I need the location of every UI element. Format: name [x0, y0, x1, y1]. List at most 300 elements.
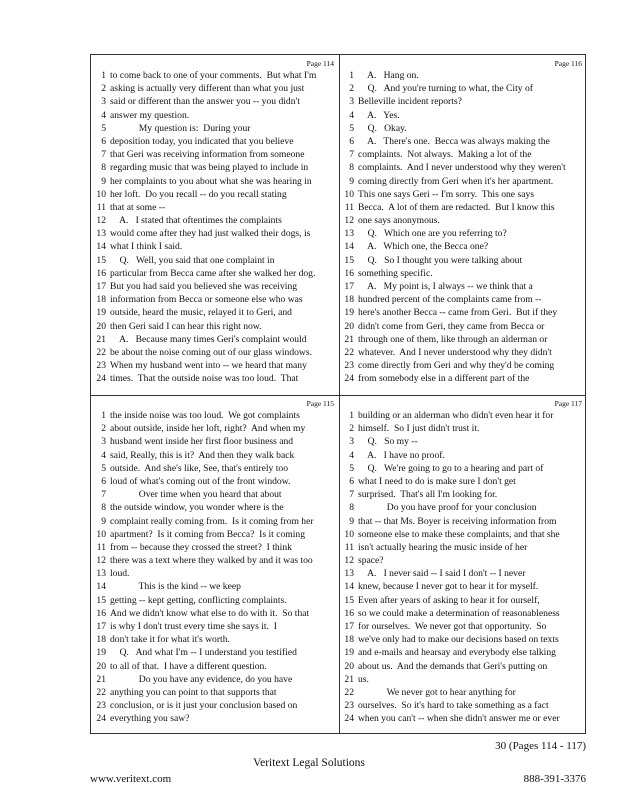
- line-text: something specific.: [358, 267, 433, 279]
- line-text: Becca. A lot of them are redacted. But I know this: [358, 201, 555, 213]
- line-number: 18: [96, 294, 106, 306]
- line-text: there was a text where they walked by and it was too: [110, 555, 313, 567]
- transcript-line: [94, 646, 336, 659]
- transcript-line: [342, 501, 584, 514]
- transcript-line: [94, 594, 336, 607]
- transcript-line: [342, 320, 584, 333]
- line-text: deposition today, you indicated that you believe: [110, 135, 294, 147]
- line-number: 24: [96, 373, 106, 385]
- line-number: 10: [344, 188, 354, 200]
- line-text: one says anonymous.: [358, 215, 440, 227]
- line-text: A. Which one, the Becca one?: [358, 241, 489, 253]
- line-number: 22: [344, 686, 354, 698]
- line-number: 15: [96, 594, 106, 606]
- line-number: 15: [344, 594, 354, 606]
- line-text: Q. Okay.: [358, 122, 407, 134]
- line-number: 13: [96, 228, 106, 240]
- transcript-line: [342, 95, 584, 108]
- transcript-line: [342, 240, 584, 253]
- line-number: 3: [349, 96, 354, 108]
- line-text: about us. And the demands that Geri's putting on: [358, 660, 548, 672]
- transcript-line: [94, 488, 336, 501]
- line-number: 12: [344, 215, 354, 227]
- page-number: Page 115: [306, 399, 334, 408]
- transcript-line: [342, 109, 584, 122]
- line-text: the outside window, you wonder where is the: [110, 502, 284, 514]
- transcript-line: [342, 435, 584, 448]
- line-number: 10: [96, 188, 106, 200]
- page-number: Page 114: [306, 59, 334, 68]
- line-text: My question is: During your: [110, 122, 251, 134]
- transcript-line: [342, 620, 584, 633]
- line-number: 8: [349, 162, 354, 174]
- transcript-line: [342, 580, 584, 593]
- line-number: 4: [101, 449, 106, 461]
- transcript-line: [94, 580, 336, 593]
- line-number: 6: [349, 135, 354, 147]
- transcript-line: [94, 293, 336, 306]
- line-number: 23: [96, 360, 106, 372]
- page-range: 30 (Pages 114 - 117): [495, 740, 586, 752]
- line-number: 9: [349, 175, 354, 187]
- line-number: 6: [101, 475, 106, 487]
- transcript-line: [94, 333, 336, 346]
- line-number: 21: [96, 673, 106, 685]
- line-number: 7: [349, 489, 354, 501]
- transcript-line: [342, 633, 584, 646]
- line-text: that -- that Ms. Boyer is receiving information from: [358, 515, 557, 527]
- transcript-line: [94, 254, 336, 267]
- line-text: ourselves. So it's hard to take something as a fact: [358, 700, 549, 712]
- transcript-line: [342, 409, 584, 422]
- transcript-line: [342, 188, 584, 201]
- line-text: whatever. And I never understood why they didn't: [358, 346, 552, 358]
- transcript-panel-page-116: [339, 55, 587, 395]
- line-number: 9: [101, 515, 106, 527]
- line-number: 4: [349, 449, 354, 461]
- line-number: 12: [96, 555, 106, 567]
- line-text: A. Yes.: [358, 109, 400, 121]
- line-number: 19: [96, 307, 106, 319]
- line-number: 18: [344, 294, 354, 306]
- line-text: here's another Becca -- came from Geri. But if they: [358, 307, 558, 319]
- line-text: getting -- kept getting, conflicting complaints.: [110, 594, 287, 606]
- line-text: outside, heard the music, relayed it to Geri, and: [110, 307, 292, 319]
- line-text: A. My point is, I always -- we think that a: [358, 281, 533, 292]
- line-number: 23: [344, 700, 354, 712]
- line-number: 13: [344, 228, 354, 240]
- line-number: 1: [101, 70, 106, 81]
- line-text: loud.: [110, 568, 130, 580]
- line-number: 5: [101, 122, 106, 134]
- company-name: Veritext Legal Solutions: [253, 757, 365, 769]
- line-number: 12: [96, 215, 106, 227]
- line-number: 21: [96, 333, 106, 345]
- transcript-panel-page-117: [339, 395, 587, 735]
- line-number: 4: [101, 109, 106, 121]
- line-number: 20: [96, 320, 106, 332]
- transcript-line: [342, 201, 584, 214]
- line-text: regarding music that was being played to include in: [110, 162, 309, 174]
- line-number: 5: [101, 462, 106, 474]
- line-number: 9: [349, 515, 354, 527]
- transcript-line: [94, 462, 336, 475]
- page-number: Page 116: [554, 59, 582, 68]
- line-text: her loft. Do you recall -- do you recall stating: [110, 188, 287, 200]
- line-number: 1: [101, 410, 106, 421]
- transcript-line: [342, 280, 584, 293]
- transcript-line: [94, 69, 336, 82]
- line-text: conclusion, or is it just your conclusion based on: [110, 700, 298, 712]
- line-number: 20: [344, 660, 354, 672]
- line-number: 18: [344, 634, 354, 646]
- transcript-line: [94, 306, 336, 319]
- transcript-line: [94, 475, 336, 488]
- line-number: 24: [96, 713, 106, 725]
- line-number: 19: [344, 647, 354, 659]
- line-number: 3: [101, 436, 106, 448]
- line-number: 12: [344, 555, 354, 567]
- line-text: coming directly from Geri when it's her apartment.: [358, 175, 554, 187]
- line-text: Do you have proof for your conclusion: [358, 502, 537, 514]
- transcript-line: [342, 686, 584, 699]
- line-number: 2: [101, 423, 106, 435]
- transcript-line: [94, 280, 336, 293]
- line-text: us.: [358, 673, 369, 685]
- line-number: 3: [349, 436, 354, 448]
- website-link[interactable]: www.veritext.com: [90, 773, 172, 785]
- transcript-line: [94, 409, 336, 422]
- line-number: 17: [344, 621, 354, 632]
- line-number: 9: [101, 175, 106, 187]
- line-number: 7: [349, 149, 354, 161]
- line-number: 7: [101, 489, 106, 501]
- line-text: when you can't -- when she didn't answer me or ever: [358, 713, 560, 725]
- line-text: Q. Well, you said that one complaint in: [110, 254, 275, 266]
- line-number: 5: [349, 122, 354, 134]
- line-text: to all of that. I have a different question.: [110, 660, 267, 672]
- line-number: 11: [344, 201, 354, 213]
- line-number: 15: [344, 254, 354, 266]
- transcript-line: [342, 699, 584, 712]
- line-text: times. That the outside noise was too loud. That: [110, 373, 299, 385]
- transcript-line: [94, 686, 336, 699]
- transcript-line: [94, 214, 336, 227]
- transcript-line: [94, 95, 336, 108]
- line-text: about outside, inside her loft, right? And when my: [110, 423, 306, 435]
- transcript-line: [94, 227, 336, 240]
- transcript-line: [342, 227, 584, 240]
- line-number: 16: [344, 267, 354, 279]
- transcript-line: [342, 122, 584, 135]
- line-text: surprised. That's all I'm looking for.: [358, 489, 498, 501]
- transcript-line: [342, 567, 584, 580]
- transcript-line: [94, 673, 336, 686]
- line-text: Q. Which one are you referring to?: [358, 228, 507, 240]
- line-text: said or different than the answer you -- you didn't: [110, 96, 300, 108]
- line-text: Q. We're going to go to a hearing and part of: [358, 462, 544, 474]
- line-number: 18: [96, 634, 106, 646]
- transcript-line: [342, 267, 584, 280]
- transcript-line: [94, 201, 336, 214]
- line-number: 14: [96, 581, 106, 593]
- transcript-line: [342, 82, 584, 95]
- transcript-line: [342, 660, 584, 673]
- line-number: 11: [344, 541, 354, 553]
- transcript-line: [94, 359, 336, 372]
- transcript-line: [94, 135, 336, 148]
- line-number: 24: [344, 713, 354, 725]
- transcript-line: [342, 306, 584, 319]
- line-number: 22: [96, 686, 106, 698]
- line-text: husband went inside her first floor business and: [110, 436, 294, 448]
- line-text: to come back to one of your comments. But what I'm: [110, 70, 317, 81]
- transcript-line: [342, 175, 584, 188]
- transcript-line: [342, 515, 584, 528]
- transcript-line: [94, 660, 336, 673]
- line-number: 10: [96, 528, 106, 540]
- transcript-line: [342, 475, 584, 488]
- transcript-line: [342, 254, 584, 267]
- line-number: 23: [96, 700, 106, 712]
- line-text: Over time when you heard that about: [110, 489, 282, 501]
- line-text: A. I have no proof.: [358, 449, 445, 461]
- transcript-line: [342, 554, 584, 567]
- transcript-line: [94, 240, 336, 253]
- line-text: Belleville incident reports?: [358, 96, 462, 108]
- line-text: asking is actually very different than what you just: [110, 83, 305, 95]
- line-text: through one of them, like through an alderman or: [358, 333, 548, 345]
- transcript-panel-page-115: [91, 395, 339, 735]
- line-text: someone else to make these complaints, and that she: [358, 528, 560, 540]
- transcript-panel-page-114: [91, 55, 339, 395]
- phone-number: 888-391-3376: [523, 773, 586, 785]
- line-text: what I need to do is make sure I don't get: [358, 475, 516, 487]
- transcript-line: [342, 148, 584, 161]
- transcript-line: [94, 267, 336, 280]
- transcript-line: [94, 422, 336, 435]
- line-number: 3: [101, 96, 106, 108]
- transcript-grid: [90, 54, 586, 734]
- line-text: isn't actually hearing the music inside of her: [358, 541, 528, 553]
- line-text: A. There's one. Becca was always making the: [358, 135, 550, 147]
- transcript-line: [342, 359, 584, 372]
- line-text: But you had said you believed she was receiving: [110, 281, 298, 292]
- line-text: himself. So I just didn't trust it.: [358, 423, 480, 435]
- transcript-line: [94, 501, 336, 514]
- page-number: Page 117: [554, 399, 582, 408]
- line-number: 2: [349, 83, 354, 95]
- transcript-line: [94, 541, 336, 554]
- line-text: Even after years of asking to hear it for ourself,: [358, 594, 540, 606]
- transcript-line: [94, 122, 336, 135]
- transcript-line: [94, 620, 336, 633]
- line-text: didn't come from Geri, they came from Becca or: [358, 320, 545, 332]
- line-text: complaints. Not always. Making a lot of the: [358, 149, 532, 161]
- transcript-line: [342, 333, 584, 346]
- line-number: 21: [344, 673, 354, 685]
- line-text: apartment? Is it coming from Becca? Is it coming: [110, 528, 306, 540]
- line-text: then Geri said I can hear this right now.: [110, 320, 262, 332]
- line-text: be about the noise coming out of our glass windows.: [110, 346, 312, 358]
- line-text: what I think I said.: [110, 241, 183, 253]
- transcript-line: [342, 346, 584, 359]
- transcript-line: [342, 449, 584, 462]
- transcript-line: [94, 372, 336, 385]
- line-text: that at some --: [110, 201, 166, 213]
- line-text: hundred percent of the complaints came from --: [358, 294, 542, 306]
- transcript-line: [94, 528, 336, 541]
- line-text: don't take it for what it's worth.: [110, 634, 230, 646]
- transcript-line: [94, 633, 336, 646]
- transcript-line: [94, 712, 336, 725]
- line-text: A. I stated that oftentimes the complaints: [110, 215, 282, 227]
- line-text: And we didn't know what else to do with it. So that: [110, 607, 310, 619]
- line-number: 16: [96, 267, 106, 279]
- line-text: her complaints to you about what she was hearing in: [110, 175, 312, 187]
- line-text: This is the kind -- we keep: [110, 581, 241, 593]
- line-number: 16: [96, 607, 106, 619]
- line-text: Q. And what I'm -- I understand you testified: [110, 647, 297, 659]
- transcript-line: [94, 109, 336, 122]
- line-text: said, Really, this is it? And then they walk back: [110, 449, 295, 461]
- line-text: A. I never said -- I said I don't -- I never: [358, 568, 526, 580]
- line-text: so we could make a determination of reasonableness: [358, 607, 560, 619]
- line-number: 17: [344, 281, 354, 292]
- transcript-line: [342, 607, 584, 620]
- line-number: 1: [349, 70, 354, 81]
- line-number: 17: [96, 621, 106, 632]
- transcript-line: [342, 488, 584, 501]
- transcript-line: [342, 372, 584, 385]
- line-text: A. Hang on.: [358, 70, 419, 81]
- line-text: information from Becca or someone else who was: [110, 294, 303, 306]
- transcript-line: [342, 462, 584, 475]
- line-text: space?: [358, 555, 384, 567]
- line-text: Do you have any evidence, do you have: [110, 673, 293, 685]
- line-text: Q. So I thought you were talking about: [358, 254, 523, 266]
- line-number: 16: [344, 607, 354, 619]
- line-text: complaints. And I never understood why they weren't: [358, 162, 566, 174]
- line-text: that Geri was receiving information from someone: [110, 149, 305, 161]
- line-number: 15: [96, 254, 106, 266]
- line-text: for ourselves. We never got that opportunity. So: [358, 621, 547, 632]
- transcript-line: [94, 449, 336, 462]
- line-number: 20: [96, 660, 106, 672]
- transcript-line: [94, 515, 336, 528]
- line-number: 8: [101, 162, 106, 174]
- line-text: everything you saw?: [110, 713, 190, 725]
- line-number: 6: [101, 135, 106, 147]
- line-number: 11: [96, 541, 106, 553]
- line-text: anything you can point to that supports that: [110, 686, 277, 698]
- transcript-line: [94, 161, 336, 174]
- line-number: 24: [344, 373, 354, 385]
- line-text: We never got to hear anything for: [358, 686, 516, 698]
- line-text: and e-mails and hearsay and everybody else talking: [358, 647, 556, 659]
- line-text: When my husband went into -- we heard that many: [110, 360, 307, 372]
- line-text: building or an alderman who didn't even hear it for: [358, 410, 554, 421]
- line-number: 23: [344, 360, 354, 372]
- line-number: 7: [101, 149, 106, 161]
- line-number: 19: [344, 307, 354, 319]
- transcript-line: [342, 214, 584, 227]
- transcript-line: [342, 646, 584, 659]
- line-text: from somebody else in a different part of the: [358, 373, 530, 385]
- line-number: 20: [344, 320, 354, 332]
- line-number: 6: [349, 475, 354, 487]
- line-text: Q. And you're turning to what, the City of: [358, 83, 533, 95]
- transcript-line: [342, 594, 584, 607]
- transcript-line: [342, 673, 584, 686]
- line-text: would come after they had just walked their dogs, is: [110, 228, 311, 240]
- transcript-line: [94, 188, 336, 201]
- line-text: This one says Geri -- I'm sorry. This one says: [358, 188, 534, 200]
- transcript-line: [94, 567, 336, 580]
- line-number: 2: [101, 83, 106, 95]
- line-number: 22: [96, 346, 106, 358]
- transcript-line: [94, 607, 336, 620]
- line-number: 14: [96, 241, 106, 253]
- transcript-line: [94, 699, 336, 712]
- line-text: answer my question.: [110, 109, 190, 121]
- line-text: outside. And she's like, See, that's entirely too: [110, 462, 288, 474]
- line-text: we've only had to make our decisions based on texts: [358, 634, 559, 646]
- line-number: 2: [349, 423, 354, 435]
- line-text: knew, because I never got to hear it for myself.: [358, 581, 539, 593]
- transcript-line: [342, 293, 584, 306]
- line-text: Q. So my --: [358, 436, 418, 448]
- line-text: complaint really coming from. Is it coming from her: [110, 515, 314, 527]
- line-number: 14: [344, 241, 354, 253]
- transcript-line: [342, 69, 584, 82]
- transcript-line: [342, 712, 584, 725]
- line-number: 4: [349, 109, 354, 121]
- transcript-line: [94, 320, 336, 333]
- line-number: 5: [349, 462, 354, 474]
- line-number: 19: [96, 647, 106, 659]
- line-number: 8: [349, 502, 354, 514]
- line-text: come directly from Geri and why they'd be coming: [358, 360, 555, 372]
- line-number: 13: [96, 568, 106, 580]
- transcript-line: [94, 148, 336, 161]
- line-text: is why I don't trust every time she says it. I: [110, 621, 277, 632]
- transcript-line: [94, 346, 336, 359]
- line-number: 8: [101, 502, 106, 514]
- line-number: 13: [344, 568, 354, 580]
- line-number: 1: [349, 410, 354, 421]
- line-number: 21: [344, 333, 354, 345]
- line-text: loud of what's coming out of the front window.: [110, 475, 291, 487]
- transcript-line: [94, 175, 336, 188]
- line-number: 14: [344, 581, 354, 593]
- line-text: particular from Becca came after she walked her dog.: [110, 267, 316, 279]
- transcript-line: [342, 161, 584, 174]
- transcript-line: [94, 82, 336, 95]
- transcript-line: [342, 135, 584, 148]
- line-text: A. Because many times Geri's complaint would: [110, 333, 307, 345]
- line-number: 11: [96, 201, 106, 213]
- line-text: from -- because they crossed the street? I think: [110, 541, 292, 553]
- transcript-line: [342, 528, 584, 541]
- line-number: 22: [344, 346, 354, 358]
- line-number: 17: [96, 281, 106, 292]
- transcript-line: [94, 554, 336, 567]
- transcript-line: [342, 541, 584, 554]
- transcript-line: [342, 422, 584, 435]
- transcript-line: [94, 435, 336, 448]
- line-text: the inside noise was too loud. We got complaints: [110, 410, 300, 421]
